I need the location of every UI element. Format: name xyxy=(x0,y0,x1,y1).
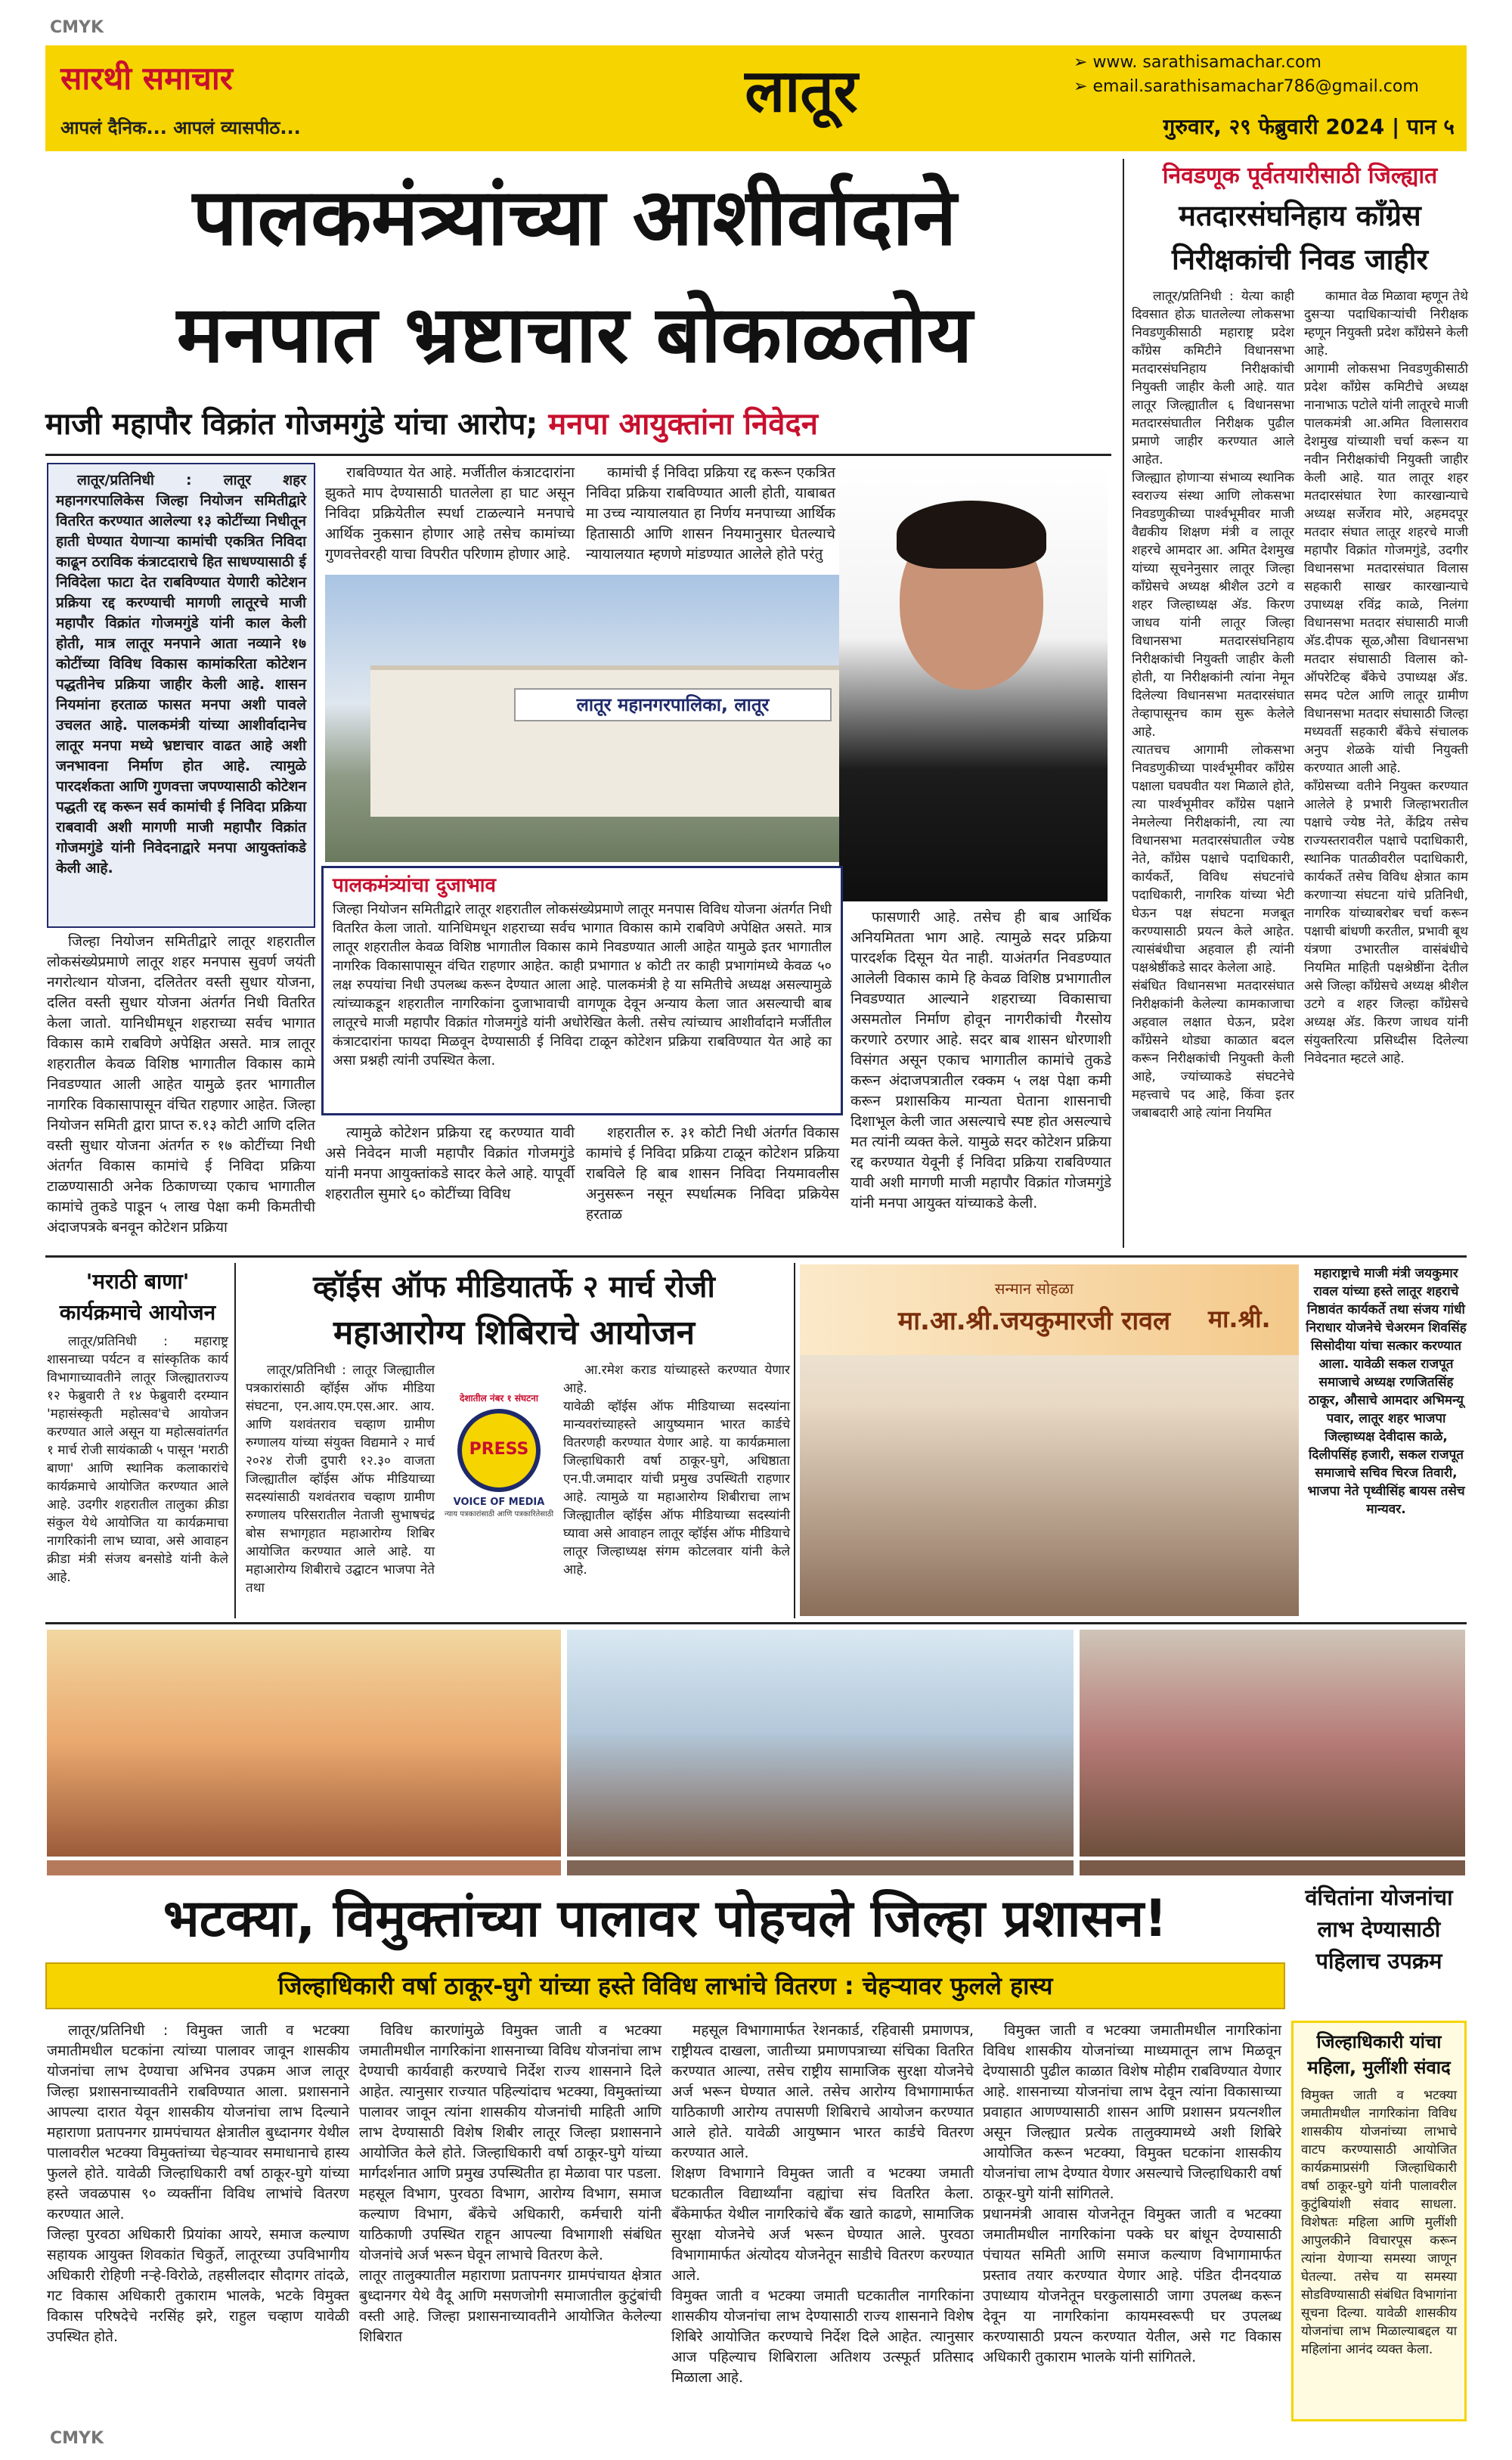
collector-strap-text: जिल्हाधिकारी वर्षा ठाकूर-घुगे यांच्या हस्ते विविध लाभांचे वितरण : चेहऱ्यावर फुलले हास्य xyxy=(277,1971,1053,2000)
lead-headline-line1: पालकमंत्र्यांच्या आशीर्वादाने xyxy=(192,171,957,263)
felicitation-caption-text: महाराष्ट्राचे माजी मंत्री जयकुमार रावल यांच्या हस्ते लातूर शहराचे निष्ठावंत कार्यकर्ते तथा संजय गांधी निराधार योजनेचे चेअरमन शिवसिंह सिसोदीया यांचा सत्कार करण्यात आला. यावेळी सकल राजपूत समाजाचे अध्यक्ष रणजितसिंह ठाकूर, औसाचे आमदार अभिमन्यू पवार, लातूर शहर भाजपा जिल्हाध्यक्ष देवीदास काळे, दिलीपसिंह हजारी, सकल राजपूत समाजाचे सचिव चिरज तिवारी, भाजपा नेते पृथ्वीसिंह बायस तसेच मान्यवर. xyxy=(1306,1266,1467,1517)
lead-col3-top-text: कामांची ई निविदा प्रक्रिया रद्द करून एकत्रित निविदा प्रक्रिया राबविण्यात आली होती, याबाबत मा उच्च न्यायालयात हा निर्णय मनपाच्या आर्थिक हितासाठी आणि शासन नियमानुसार घेतल्याचे न्यायालयात म्हणणे मांडण्यात आलेले होते परंतु xyxy=(586,464,835,563)
felicitation-caption xyxy=(1306,1264,1467,1616)
page-number: पान ५ xyxy=(1406,114,1455,139)
mail-icon: ➢ xyxy=(1074,77,1093,96)
collector-col1-text: लातूर/प्रतिनिधी : विमुक्त जाती व भटक्या जमातीमधील घटकांना त्यांच्या पालावर जावून शासकीय योजनांचा लाभ देण्याचा अभिनव उपक्रम आज लातूर जिल्हा प्रशासनाच्यावतीने राबविण्यात आला. प्रशासनाने आपल्या दारात येवून शासकीय योजनांचा लाभ दिल्याने महाराणा प्रतापनगर ग्रामपंचायत क्षेत्रातील बुध्दानगर येथील पालावरील भटक्या विमुक्तांच्या चेहऱ्यावर समाधानाचे हास्य फुलले होते. यावेळी जिल्हाधिकारी वर्षा ठाकूर-घुगे यांच्या हस्ते जवळपास ९० व्यक्तींना विविध लाभांचे वितरण करण्यात आले. जिल्हा पुरवठा अधिकारी प्रियांका आयरे, समाज कल्याण सहायक आयुक्त शिवकांत चिकुर्ते, लातूरच्या उपविभागीय अधिकारी रोहिणी नऱ्हे-विरोळे, तहसीलदार सौदागर तांदळे, गट विकास अधिकारी तुकाराम भालके, भटके विमुक्त विकास परिषदेचे नरसिंह झरे, राहुल चव्हाण यावेळी उपस्थित होते. xyxy=(47,2022,349,2345)
lead-subhead xyxy=(45,402,1111,449)
email-line xyxy=(1074,77,1467,101)
felicitation-photo xyxy=(800,1264,1299,1616)
lead-column-2-top xyxy=(325,463,575,569)
congress-col2-text: कामात वेळ मिळावा म्हणून तेथे दुसऱ्या पदाधिकाऱ्यांची निरीक्षक म्हणून नियुक्ती प्रदेश काँग्रेसने केली आहे. आगामी लोकसभा निवडणुकीसाठी प्रदेश काँग्रेस कमिटीचे अध्यक्ष नानाभाऊ पटोले यांनी लातूरचे माजी पालकमंत्री आ.अमित विलासराव देशमुख यांच्याशी चर्चा करून या नवीन निरीक्षकांची नियुक्ती जाहीर केली आहे. यात लातूर शहर मतदारसंघात रेणा कारखान्याचे अध्यक्ष सर्जेराव मोरे, अहमदपूर मतदार संघात लातूर शहरचे माजी महापौर विक्रांत गोजमगुंडे, उदगीर विधानसभा मतदारसंघात विलास सहकारी साखर कारखान्याचे उपाध्यक्ष रविंद्र काळे, निलंगा विधानसभा मतदार संघासाठी माजी अ‍ॅड.दीपक सूळ,औसा विधानसभा मतदार संघासाठी विलास को-ऑपरेटिव्ह बँकेचे उपाध्यक्ष अ‍ॅड. समद पटेल आणि लातूर ग्रामीण विधानसभा मतदार संघासाठी जिल्हा मध्यवर्ती सहकारी बँकेचे संचालक अनुप शेळके यांची नियुक्ती करण्यात आली आहे. काँग्रेसच्या वतीने नियुक्त करण्यात आलेले हे प्रभारी जिल्हाभरातील पक्षाचे ज्येष्ठ नेते, केंद्रिय तसेच राज्यस्तरावरील पक्षाचे पदाधिकारी, स्थानिक पातळीवरील पदाधिकारी, कार्यकर्ते तसेच विविध क्षेत्रात काम करणाऱ्या संघटना यांचे प्रतिनिधी, नागरिक यांच्याबरोबर चर्चा करून पक्षाची बांधणी करतील, प्रभावी बूथ यंत्रणा उभारतील वासंबंधीचे नियमित माहिती पक्षश्रेष्ठींना देतील असे जिल्हा काँग्रेसचे अध्यक्ष श्रीशैल उटगे व शहर जिल्हा काँग्रेसचे अध्यक्ष अ‍ॅड. किरण जाधव यांनी संयुक्तरित्या प्रसिध्दीस दिलेल्या निवेदनात म्हटले आहे. xyxy=(1304,289,1468,1066)
lead-col1-text: लातूर/प्रतिनिधी : लातूर शहर महानगरपालिकेस जिल्हा नियोजन समितीद्वारे वितरित करण्यात आलेल्या १३ कोटींच्या निधीतून हाती घेण्यात येणाऱ्या कामांची एकत्रित निविदा काढून ठराविक कंत्राटदाराचे हित साधण्यासाठी ई निविदेला फाटा देत राबविण्यात येणारी कोटेशन प्रक्रिया रद्द करण्याची मागणी लातूरचे माजी महापौर विक्रांत गोजमगुंडे यांनी काल केली होती, मात्र लातूर मनपाने आता नव्याने १७ कोटींच्या विविध विकास कामांकरिता कोटेशन पद्धतीनेच प्रक्रिया जाहीर केली आहे. शासन नियमांना हरताळ फासत मनपा अशी पावले उचलत आहे. पालकमंत्री यांच्या आशीर्वादानेच लातूर मनपा मध्ये भ्रष्टाचार वाढत आहे अशी जनभावना निर्माण होत आहे. त्यामुळे पारदर्शकता आणि गुणवत्ता जपण्यासाठी कोटेशन पद्धती रद्द करून सर्व कामांची ई निविदा प्रक्रिया राबवावी अशी मागणी माजी महापौर विक्रांत गोजमगुंडे यांनी निवेदनाद्वारे मनपा आयुक्तांकडे केली आहे. xyxy=(56,472,306,876)
lead-subhead-a: माजी महापौर विक्रांत गोजमगुंडे यांचा आरोप; xyxy=(45,407,538,442)
health-col2-text: आ.रमेश कराड यांच्याहस्ते करण्यात येणार आहे. यावेळी व्हॉईस ऑफ मीडियाच्या सदस्यांना मान्यवरांच्याहस्ते आयुष्यमान भारत कार्डचे वितरणही करण्यात येणार आहे. या कार्यक्रमाला जिल्हाधिकारी वर्षा ठाकूर-घुगे, अधिष्ठाता एन.पी.जमादार यांची प्रमुख उपस्थिती राहणार आहे. त्यामुळे या महाआरोग्य शिबीराचा लाभ जिल्ह्यातील व्हॉईस ऑफ मीडियाच्या सदस्यांनी घ्यावा असे आवाहन लातूर व्हॉईस ऑफ मीडियाचे लातूर जिल्हाध्यक्ष संगम कोटलवार यांनी केले आहे. xyxy=(563,1363,790,1577)
collector-col3-text: महसूल विभागामार्फत रेशनकार्ड, रहिवासी प्रमाणपत्र, राष्ट्रीयत्व दाखला, जातीच्या प्रमाणपत्राच्या संचिका वितरित करण्यात आल्या, तसेच राष्ट्रीय सामाजिक सुरक्षा योजनेचे अर्ज भरून घेण्यात आले. तसेच आरोग्य विभागामार्फत याठिकाणी आरोग्य तपासणी शिबिराचे आयोजन करण्यात आले होते. यावेळी आयुष्मान भारत कार्डचे वितरण करण्यात आले. शिक्षण विभागाने विमुक्त जाती व भटक्या जमाती घटकातील विद्यार्थ्यांना वह्यांचा संच वितरित केला. बँकेमार्फत येथील नागरिकांचे बँक खाते काढणे, सामाजिक सुरक्षा योजनेचे अर्ज भरून घेण्यात आले. पुरवठा विभागामार्फत अंत्योदय योजनेतून साडीचे वितरण करण्यात आले. विमुक्त जाती व भटक्या जमाती घटकातील नागरिकांना शासकीय योजनांचा लाभ देण्यासाठी राज्य शासनाने विशेष शिबिरे आयोजित करण्याचे निर्देश दिले आहेत. त्यानुसार आज पहिल्याच शिबिराला अतिशय उत्स्फूर्त प्रतिसाद मिळाला आहे. xyxy=(671,2022,974,2386)
paper-name: सारथी समाचार xyxy=(60,60,233,97)
felicitation-banner-text: मा.आ.श्री.जयकुमारजी रावल xyxy=(897,1306,1171,1336)
lead-column-1b xyxy=(47,932,315,1236)
marathi-bana-subtitle: कार्यक्रमाचे आयोजन xyxy=(59,1300,216,1325)
building-photo xyxy=(325,575,869,862)
building-signboard: लातूर महानगरपालिका, लातूर xyxy=(514,688,832,721)
collector-strap xyxy=(45,1962,1285,2009)
logo-caption-bottom: न्याय पत्रकारांसाठी आणि पत्रकारितेसाठी xyxy=(444,1510,554,1518)
lead-subhead-b: मनपा आयुक्तांना निवेदन xyxy=(548,407,818,442)
globe-icon: ➢ xyxy=(1074,53,1093,72)
event-photo-4 xyxy=(47,1860,561,1875)
date-line: गुरुवार, २९ फेब्रुवारी 2024 | पान ५ xyxy=(1163,114,1455,139)
lead-col2-top-text: राबविण्यात येत आहे. मर्जीतील कंत्राटदारांना झुकते माप देण्यासाठी घातलेला हा घाट असून निविदा प्रक्रियेतील स्पर्धा टाळल्याने मनपाचे आर्थिक नुकसान होणार आहे तसेच कामांच्या गुणवत्तेवरही याचा विपरीत परिणाम होणार आहे. xyxy=(325,464,575,563)
event-photo-5 xyxy=(567,1860,1074,1875)
collector-col4-text: विमुक्त जाती व भटक्या जमातीमधील नागरिकांना विविध शासकीय योजनांच्या माध्यमातून लाभ मिळवून देण्यासाठी पुढील काळात विशेष मोहीम राबविण्यात येणार आहे. शासनाच्या योजनांचा लाभ देवून त्यांना विकासाच्या प्रवाहात आणण्यासाठी शासन आणि प्रशासन प्रयत्नशील असून जिल्ह्यात प्रत्येक तालुक्यामध्ये अशी शिबिरे आयोजित करून भटक्या, विमुक्त घटकांना शासकीय योजनांचा लाभ देण्यात येणार असल्याचे जिल्हाधिकारी वर्षा ठाकूर-घुगे यांनी सांगितले. प्रधानमंत्री आवास योजनेतून विमुक्त जाती व भटक्या जमातीमधील नागरिकांना पक्के घर बांधून देण्यासाठी पंचायत समिती आणि समाज कल्याण विभागामार्फत प्रस्ताव तयार करण्यात येणार आहे. पंडित दीनदयाळ उपाध्याय योजनेतून घरकुलासाठी जागा उपलब्ध करून देवून या नागरिकांना कायमस्वरूपी घर उपलब्ध करण्यासाठी प्रयत्न करण्यात येतील, असे गट विकास अधिकारी तुकाराम भालके यांनी सांगितले. xyxy=(983,2022,1281,2365)
tagline: आपलं दैनिक... आपलं व्यासपीठ... xyxy=(60,117,301,138)
health-headline-line2: महाआरोग्य शिबिराचे आयोजन xyxy=(333,1314,696,1352)
section-rule-1 xyxy=(45,1255,1467,1258)
event-photo-3 xyxy=(1080,1630,1465,1857)
event-photo-6 xyxy=(1080,1860,1465,1875)
portrait-hair xyxy=(897,501,1046,569)
section-rule-2 xyxy=(45,1622,1467,1624)
lead-inset-box xyxy=(321,866,843,1115)
health-column-2 xyxy=(563,1361,790,1618)
divider-health xyxy=(794,1263,795,1618)
collector-side-label: वंचितांना योजनांचा लाभ देण्यासाठी पहिलाच उपक्रम xyxy=(1305,1885,1453,1974)
collector-column-1 xyxy=(47,2021,349,2421)
felicitation-banner-right: मा.श्री. xyxy=(1208,1304,1271,1333)
felicitation-banner-small: सन्मान सोहळा xyxy=(994,1280,1074,1298)
congress-headline-line1: मतदारसंघनिहाय काँग्रेस xyxy=(1179,199,1421,232)
logo-sub: VOICE OF MEDIA xyxy=(453,1497,545,1508)
print-mark-bottom: CMYK xyxy=(50,2429,104,2448)
website-text[interactable]: www. sarathisamachar.com xyxy=(1092,53,1321,72)
portrait-photo xyxy=(839,463,1108,901)
column-divider-right xyxy=(1123,159,1124,1248)
logo-text: PRESS xyxy=(469,1440,529,1459)
lead-col1b-text: जिल्हा नियोजन समितीद्वारे लातूर शहरातील लोकसंख्येप्रमाणे लातूर शहर मनपास सुवर्ण जयंती नगरोत्थान योजना, दलितेतर वस्ती सुधार योजना, दलित वस्ती सुधार योजना अंतर्गत निधी वितरित केला जातो. यानिधीमधून शहराच्या सर्वच भागात विकास कामे राबविणे अपेक्षित असते. मात्र लातूर शहरातील केवळ विशिष्ठ भागातील विकास कामे निवडण्यात आली आहेत यामुळे इतर भागातील नागरिक विकासापासून वंचित राहणार आहेत. जिल्हा नियोजन समिती द्वारा प्राप्त रु.१३ कोटी आणि दलित वस्ती सुधार योजना अंतर्गत रु १७ कोटींच्या निधी अंतर्गत विकास कामांचे ई निविदा प्रक्रिया टाळण्यासाठी अनेक ठिकाणच्या एकाच भागातील कामांचे तुकडे पाडून ५ लाख पेक्षा कमी किमतीची अंदाजपत्रके बनवून कोटेशन प्रक्रिया xyxy=(47,933,315,1236)
marathi-bana-body xyxy=(47,1332,228,1612)
collector-box-body: विमुक्त जाती व भटक्या जमातीमधील नागरिकांना विविध शासकीय योजनांच्या लाभाचे वाटप करण्यासाठी आयोजित कार्यक्रमाप्रसंगी जिल्हाधिकारी वर्षा ठाकूर-घुगे यांनी पालावरील कुटुंबियांशी संवाद साधला. विशेषतः महिला आणि मुलींशी आपुलकीने विचारपूस करून त्यांना येणाऱ्या समस्या जाणून घेतल्या. तसेच या समस्या सोडविण्यासाठी संबंधित विभागांना सूचना दिल्या. यावेळी शासकीय योजनांचा लाभ मिळाल्याबद्दल या महिलांना आनंद व्यक्त केला. xyxy=(1301,2088,1457,2357)
press-badge-icon xyxy=(457,1409,541,1492)
congress-column-1 xyxy=(1132,287,1294,1248)
lead-col4-text: फासणारी आहे. तसेच ही बाब आर्थिक अनियमितता भाग आहे. त्यामुळे सदर प्रक्रिया पारदर्शक दिसून येत नाही. याअंतर्गत निवडण्यात आलेली विकास कामे हि केवळ विशिष्ठ प्रभागातील निवडण्यात आल्याने शहराच्या विकासाचा असमतोल निर्माण होवून नागरीकांची गैरसोय करणारे ठरणार आहे. सदर बाब शासन धोरणाशी विसंगत असून एकाच भागातील कामांचे तुकडे करून अंदाजपत्रातील रक्कम ५ लक्ष पेक्षा कमी करून प्रशासकिय मान्यता घेताना शासनाची दिशाभूल केली जात असल्याचे स्पष्ट होत असल्याचे मत त्यांनी व्यक्त केले. यामुळे सदर कोटेशन प्रक्रिया रद्द करण्यात येवूनी ई निविदा प्रक्रिया राबविण्यात यावी अशी मागणी माजी महापौर विक्रांत गोजमगुंडे यांनी मनपा आयुक्त यांच्याकडे केली. xyxy=(850,909,1111,1211)
website-line xyxy=(1074,53,1459,77)
lead-column-3-top xyxy=(586,463,835,569)
issue-date: गुरुवार, २९ फेब्रुवारी 2024 xyxy=(1163,114,1385,139)
lead-col2-bottom-text: त्यामुळे कोटेशन प्रक्रिया रद्द करण्यात यावी असे निवेदन माजी महापौर विक्रांत गोजमगुंडे यांनी मनपा आयुक्तांकडे सादर केले आहे. यापूर्वी शहरातील सुमारे ६० कोटींच्या विविध xyxy=(325,1125,575,1202)
marathi-bana-title: 'मराठी बाणा' xyxy=(85,1269,190,1294)
collector-box-title: जिल्हाधिकारी यांचा महिला, मुलींशी संवाद xyxy=(1307,2031,1451,2078)
congress-kicker: निवडणूक पूर्वतयारीसाठी जिल्ह्यात xyxy=(1162,163,1438,189)
divider-marathi-bana xyxy=(234,1263,236,1618)
collector-column-3 xyxy=(671,2021,974,2421)
lead-inset-title: पालकमंत्र्यांचा दुजाभाव xyxy=(333,874,496,897)
lead-col3-bottom-text: शहरातील रु. ३१ कोटी निधी अंतर्गत विकास कामांचे ई निविदा प्रक्रिया टाळून कोटेशन प्रक्रिया राबविले हि बाब शासन निविदा नियमावलीस अनुसरून नसून स्पर्धात्मक निविदा प्रक्रियेस हरताळ xyxy=(586,1125,839,1223)
logo-caption-top: देशातील नंबर १ संघटना xyxy=(460,1393,538,1404)
congress-column-2 xyxy=(1304,287,1468,1248)
collector-col2-text: विविध कारणांमुळे विमुक्त जाती व भटक्या जमातीमधील नागरिकांना शासनाच्या विविध योजनांचा लाभ देण्याची कार्यवाही करण्याचे निर्देश राज्य शासनाने दिले आहेत. त्यानुसार राज्यात पहिल्यांदाच भटक्या, विमुक्तांच्या पालावर जावून त्यांना शासकीय योजनांची माहिती आणि लाभ देण्यासाठी विशेष शिबीर लातूर जिल्हा प्रशासनाने आयोजित केले होते. जिल्हाधिकारी वर्षा ठाकूर-घुगे यांच्या मार्गदर्शनात आणि प्रमुख उपस्थितीत हा मेळावा पार पडला. महसूल विभाग, पुरवठा विभाग, आरोग्य विभाग, समाज कल्याण विभाग, बँकेचे अधिकारी, कर्मचारी यांनी याठिकाणी उपस्थित राहून आपल्या विभागाशी संबंधित योजनांचे अर्ज भरून घेवून लाभाचे वितरण केले. लातूर तालुक्यातील महाराणा प्रतापनगर ग्रामपंचायत क्षेत्रात बुध्दानगर येथे वैदू आणि मसणजोगी समाजातील कुटुंबांची वस्ती आहे. जिल्हा प्रशासनाच्यावतीने आयोजित केलेल्या शिबिरात xyxy=(359,2022,662,2345)
event-photo-1 xyxy=(47,1630,561,1857)
health-column-1 xyxy=(246,1361,435,1618)
event-photo-2 xyxy=(567,1630,1074,1857)
lead-column-1-box xyxy=(47,463,315,928)
print-mark-top: CMYK xyxy=(50,18,104,37)
marathi-bana-text: लातूर/प्रतिनिधी : महाराष्ट्र शासनाच्या पर्यटन व सांस्कृतिक कार्य विभागाच्यावतीने लातूर जिल्ह्यातराज्य १२ फेब्रुवारी ते १४ फेब्रुवारी दरम्यान 'महासंस्कृती महोत्सव'चे आयोजन करण्यात आले असून या महोत्सवांतर्गत १ मार्च रोजी सायंकाळी ५ पासून 'मराठी बाणा' आणि स्थानिक कलाकारांचे कार्यक्रमाचे आयोजित करण्यात आले आहे. उदगीर शहरातील तालुका क्रीडा संकुल येथे आयोजित या कार्यक्रमाचा नागरिकांनी लाभ घ्यावा, असे आवाहन क्रीडा मंत्री संजय बनसोडे यांनी केले आहे. xyxy=(47,1334,228,1585)
collector-column-4 xyxy=(983,2021,1281,2421)
edition-name: लातूर xyxy=(745,57,858,126)
lead-column-2-bottom xyxy=(325,1123,575,1229)
collector-headline: भटक्या, विमुक्तांच्या पालावर पोहचले जिल्हा प्रशासन! xyxy=(163,1889,1168,1949)
voice-of-media-logo xyxy=(438,1391,559,1543)
lead-column-4 xyxy=(850,907,1111,1278)
email-text[interactable]: email.sarathisamachar786@gmail.com xyxy=(1092,77,1419,96)
health-headline-line1: व्हॉईस ऑफ मीडियातर्फे २ मार्च रोजी xyxy=(313,1270,715,1304)
congress-col1-text: लातूर/प्रतिनिधी : येत्या काही दिवसात होऊ घातलेल्या लोकसभा निवडणुकीसाठी महाराष्ट्र प्रदेश काँग्रेस कमिटीने विधानसभा मतदारसंघनिहाय निरीक्षकांची नियुक्ती जाहीर केली आहे. यात लातूर जिल्ह्यातील ६ विधानसभा मतदारसंघातील निरीक्षक पुढील प्रमाणे जाहीर करण्यात आले आहेत. जिल्ह्यात होणाऱ्या संभाव्य स्थानिक स्वराज्य संस्था आणि लोकसभा निवडणुकीच्या पार्श्वभूमीवर माजी वैद्यकीय शिक्षण मंत्री व लातूर शहरचे आमदार आ. अमित देशमुख यांच्या सूचनेनुसार लातूर जिल्हा काँग्रेसचे अध्यक्ष श्रीशैल उटगे व शहर जिल्हाध्यक्ष अ‍ॅड. किरण जाधव यांनी लातूर जिल्हा विधानसभा मतदारसंघनिहाय निरीक्षकांची नियुक्ती जाहीर केली होती, या निरीक्षकांनी त्यांना नेमून दिलेल्या विधानसभा मतदारसंघात तेव्हापासूनच काम सुरू केलेले आहे. त्यातचच आगामी लोकसभा निवडणुकीच्या पार्श्वभूमीवर काँग्रेस पक्षाला घवघवीत यश मिळाले होते, त्या पार्श्वभूमीवर काँग्रेस पक्षाने नेमलेल्या निरीक्षकांनी, त्या त्या विधानसभा मतदारसंघातील ज्येष्ठ नेते, काँग्रेस पक्षाचे पदाधिकारी, कार्यकर्ते, विविध संघटनांचे पदाधिकारी, नागरिक यांच्या भेटी घेऊन पक्ष संघटना मजबूत करण्यासाठी प्रयत्न केले आहेत. त्यासंबंधीचा अहवाल ही त्यांनी पक्षश्रेष्ठींकडे सादर केलेला आहे. संबंधित विधानसभा मतदारसंघात निरीक्षकांनी केलेल्या कामकाजाचा अहवाल लक्षात घेऊन, प्रदेश काँग्रेसने थोड्या काळात बदल करून निरीक्षकांची नियुक्ती केली आहे, ज्यांच्याकडे संघटनेचे महत्त्वाचे पद आहे, किंवा इतर जबाबदारी आहे त्यांना नियमित xyxy=(1132,289,1294,1121)
masthead xyxy=(45,45,1467,151)
lead-rule xyxy=(45,454,1111,456)
lead-inset-body: जिल्हा नियोजन समितीद्वारे लातूर शहरातील लोकसंख्येप्रमाणे लातूर मनपास विविध योजना अंतर्गत निधी वितरित केला जातो. यानिधिमधून शहराच्या सर्वच भागात विकास कामे राबविणे अपेक्षित असते. मात्र लातूर शहरातील केवळ विशिष्ठ भागातील विकास कामे निवडण्यात आली आहेत यामुळे इतर भागातील नागरिक विकासापासून वंचित राहणार आहेत. काही प्रभागात ४ कोटी तर काही प्रभागांमध्ये केवळ ५० लक्ष रुपयांचा निधी उपलब्ध करून देण्यात आला आहे. पालकमंत्री हे या समितीचे अध्यक्ष असल्यामुळे त्यांच्याकडून शहरातील नागरिकांना दुजाभावाची वागणूक देवून अन्याय केला जात असल्याची बाब लातूरचे माजी महापौर विक्रांत गोजमगुंडे यांनी अधोरेखित केली. तसेच त्यांच्याच आशीर्वादाने मर्जीतील कंत्राटदारांना फायदा मिळवून देण्यासाठी ई निविदा टाळून कोटेशन प्रक्रिया राबविण्यात येत आहे का असा प्रश्नही त्यांनी उपस्थित केला. xyxy=(333,901,832,1069)
collector-column-2 xyxy=(359,2021,662,2421)
congress-headline-line2: निरीक्षकांची निवड जाहीर xyxy=(1171,243,1428,276)
lead-headline-line2: मनपात भ्रष्टाचार बोकाळतोय xyxy=(176,288,973,380)
health-col1-text: लातूर/प्रतिनिधी : लातूर जिल्ह्यातील पत्रकारांसाठी व्हॉईस ऑफ मीडिया संघटना, एन.आय.एम.एस.आर. आय. आणि यशवंतराव चव्हाण ग्रामीण रुग्णालय यांच्या संयुक्त विद्यमाने २ मार्च २०२४ रोजी दुपारी १२.३० वाजता जिल्ह्यातील व्हॉईस ऑफ मीडियाच्या सदस्यांसाठी यशवंतराव चव्हाण ग्रामीण रुग्णालय परिसरातील नेताजी सुभाषचंद्र बोस सभागृहात महाआरोग्य शिबिर आयोजित करण्यात आले आहे. या महाआरोग्य शिबीराचे उद्घाटन भाजपा नेते तथा xyxy=(246,1363,435,1596)
collector-side-box xyxy=(1291,2021,1467,2421)
lead-column-3-bottom xyxy=(586,1123,839,1229)
